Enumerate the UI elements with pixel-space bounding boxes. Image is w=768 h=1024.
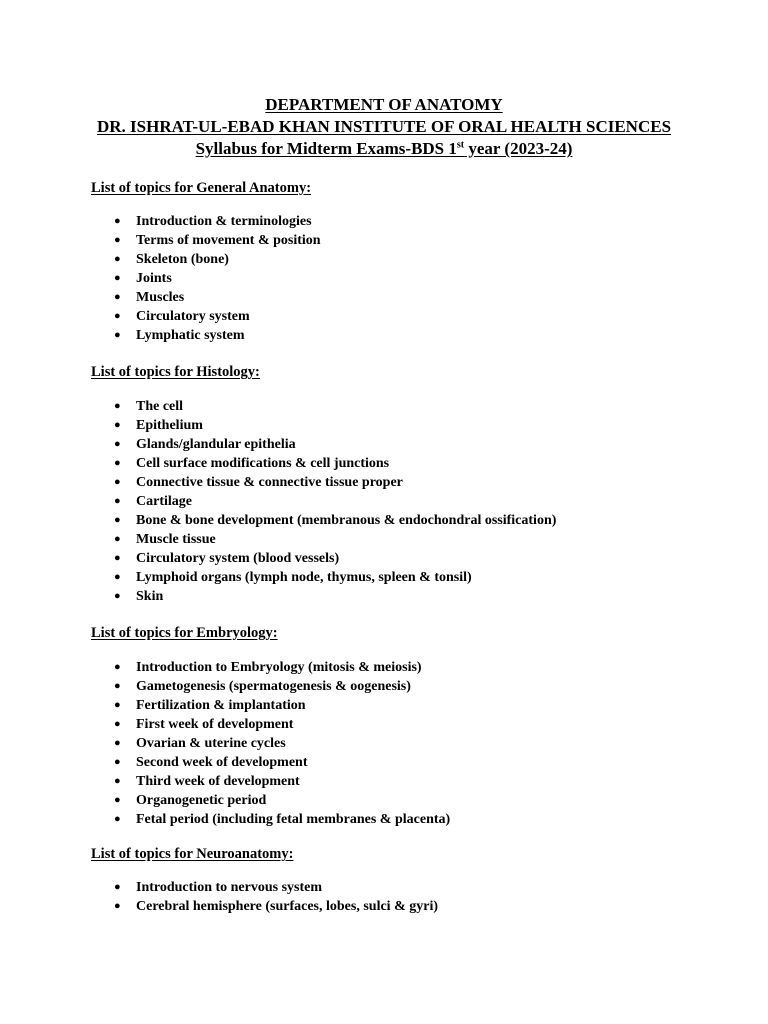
syllabus-title-prefix: Syllabus for Midterm Exams-BDS 1 — [195, 139, 457, 158]
list-item-text: Introduction to Embryology (mitosis & meiosis) — [136, 660, 422, 675]
list-item-text: Terms of movement & position — [136, 233, 321, 248]
list-item — [0, 231, 321, 250]
list-item-text: Lymphoid organs (lymph node, thymus, spleen & tonsil) — [136, 570, 472, 585]
list-item-text: First week of development — [136, 717, 294, 732]
list-item — [0, 734, 450, 753]
list-item-text: Joints — [136, 271, 172, 286]
bullet-icon: ● — [114, 495, 121, 507]
list-item — [0, 326, 321, 345]
syllabus-title-superscript: st — [456, 139, 465, 151]
list-item-text: Cartilage — [136, 494, 192, 509]
list-item — [0, 307, 321, 326]
syllabus-title — [0, 138, 768, 160]
bullet-icon: ● — [114, 900, 121, 912]
document-header — [0, 94, 768, 160]
bullet-icon: ● — [114, 476, 121, 488]
bullet-icon: ● — [114, 661, 121, 673]
list-item-text: Third week of development — [136, 774, 300, 789]
list-item-text: Circulatory system (blood vessels) — [136, 551, 340, 566]
neuroanatomy-list — [0, 878, 438, 916]
list-item-text: Skin — [136, 589, 164, 604]
bullet-icon: ● — [114, 756, 121, 768]
bullet-icon: ● — [114, 272, 121, 284]
bullet-icon: ● — [114, 680, 121, 692]
bullet-icon: ● — [114, 590, 121, 602]
list-item-text: Cerebral hemisphere (surfaces, lobes, sulci & gyri) — [136, 899, 438, 914]
bullet-icon: ● — [114, 552, 121, 564]
list-item — [0, 492, 556, 511]
list-item — [0, 269, 321, 288]
bullet-icon: ● — [114, 881, 121, 893]
list-item-text: Epithelium — [136, 418, 203, 433]
list-item-text: Organogenetic period — [136, 793, 267, 808]
bullet-icon: ● — [114, 234, 121, 246]
bullet-icon: ● — [114, 329, 121, 341]
bullet-icon: ● — [114, 253, 121, 265]
list-item — [0, 715, 450, 734]
list-item-text: Gametogenesis (spermatogenesis & oogenesis) — [136, 679, 411, 694]
list-item-text: Introduction to nervous system — [136, 880, 323, 895]
department-title: DEPARTMENT OF ANATOMY — [265, 95, 503, 114]
bullet-icon: ● — [114, 215, 121, 227]
bullet-icon: ● — [114, 400, 121, 412]
bullet-icon: ● — [114, 419, 121, 431]
bullet-icon: ● — [114, 794, 121, 806]
list-item-text: Skeleton (bone) — [136, 252, 229, 267]
list-item — [0, 250, 321, 269]
list-item — [0, 454, 556, 473]
bullet-icon: ● — [114, 737, 121, 749]
list-item — [0, 878, 438, 897]
list-item — [0, 677, 450, 696]
list-item-text: Fetal period (including fetal membranes & placenta) — [136, 812, 451, 827]
general-anatomy-list — [0, 212, 321, 345]
list-item — [0, 530, 556, 549]
bullet-icon: ● — [114, 571, 121, 583]
list-item-text: Muscles — [136, 290, 185, 305]
list-item-text: Cell surface modifications & cell junctions — [136, 456, 390, 471]
bullet-icon: ● — [114, 533, 121, 545]
list-item — [0, 658, 450, 677]
bullet-icon: ● — [114, 699, 121, 711]
list-item-text: Bone & bone development (membranous & endochondral ossification) — [136, 513, 557, 528]
list-item — [0, 416, 556, 435]
embryology-list — [0, 658, 450, 829]
list-item — [0, 397, 556, 416]
list-item-text: Muscle tissue — [136, 532, 216, 547]
list-item-text: Second week of development — [136, 755, 308, 770]
list-item-text: Connective tissue & connective tissue proper — [136, 475, 403, 490]
bullet-icon: ● — [114, 291, 121, 303]
bullet-icon: ● — [114, 310, 121, 322]
list-item — [0, 549, 556, 568]
list-item-text: Ovarian & uterine cycles — [136, 736, 286, 751]
embryology-heading: List of topics for Embryology: — [91, 625, 278, 641]
bullet-icon: ● — [114, 718, 121, 730]
list-item — [0, 511, 556, 530]
institute-title: DR. ISHRAT-UL-EBAD KHAN INSTITUTE OF ORAL HEALTH SCIENCES — [96, 117, 672, 136]
histology-heading: List of topics for Histology: — [91, 364, 260, 380]
list-item — [0, 772, 450, 791]
list-item — [0, 435, 556, 454]
general-anatomy-heading: List of topics for General Anatomy: — [91, 180, 312, 196]
list-item-text: Lymphatic system — [136, 328, 245, 343]
list-item-text: Introduction & terminologies — [136, 214, 312, 229]
list-item — [0, 753, 450, 772]
list-item — [0, 212, 321, 231]
list-item — [0, 791, 450, 810]
bullet-icon: ● — [114, 438, 121, 450]
list-item-text: Fertilization & implantation — [136, 698, 306, 713]
bullet-icon: ● — [114, 775, 121, 787]
bullet-icon: ● — [114, 457, 121, 469]
neuroanatomy-heading: List of topics for Neuroanatomy: — [91, 846, 294, 862]
bullet-icon: ● — [114, 514, 121, 526]
list-item — [0, 696, 450, 715]
list-item — [0, 810, 450, 829]
list-item — [0, 897, 438, 916]
histology-list — [0, 397, 556, 606]
list-item-text: Glands/glandular epithelia — [136, 437, 296, 452]
list-item — [0, 288, 321, 307]
list-item — [0, 473, 556, 492]
syllabus-title-suffix: year (2023-24) — [464, 139, 573, 158]
list-item-text: The cell — [136, 399, 184, 414]
list-item — [0, 568, 556, 587]
bullet-icon: ● — [114, 813, 121, 825]
list-item-text: Circulatory system — [136, 309, 250, 324]
list-item — [0, 587, 556, 606]
